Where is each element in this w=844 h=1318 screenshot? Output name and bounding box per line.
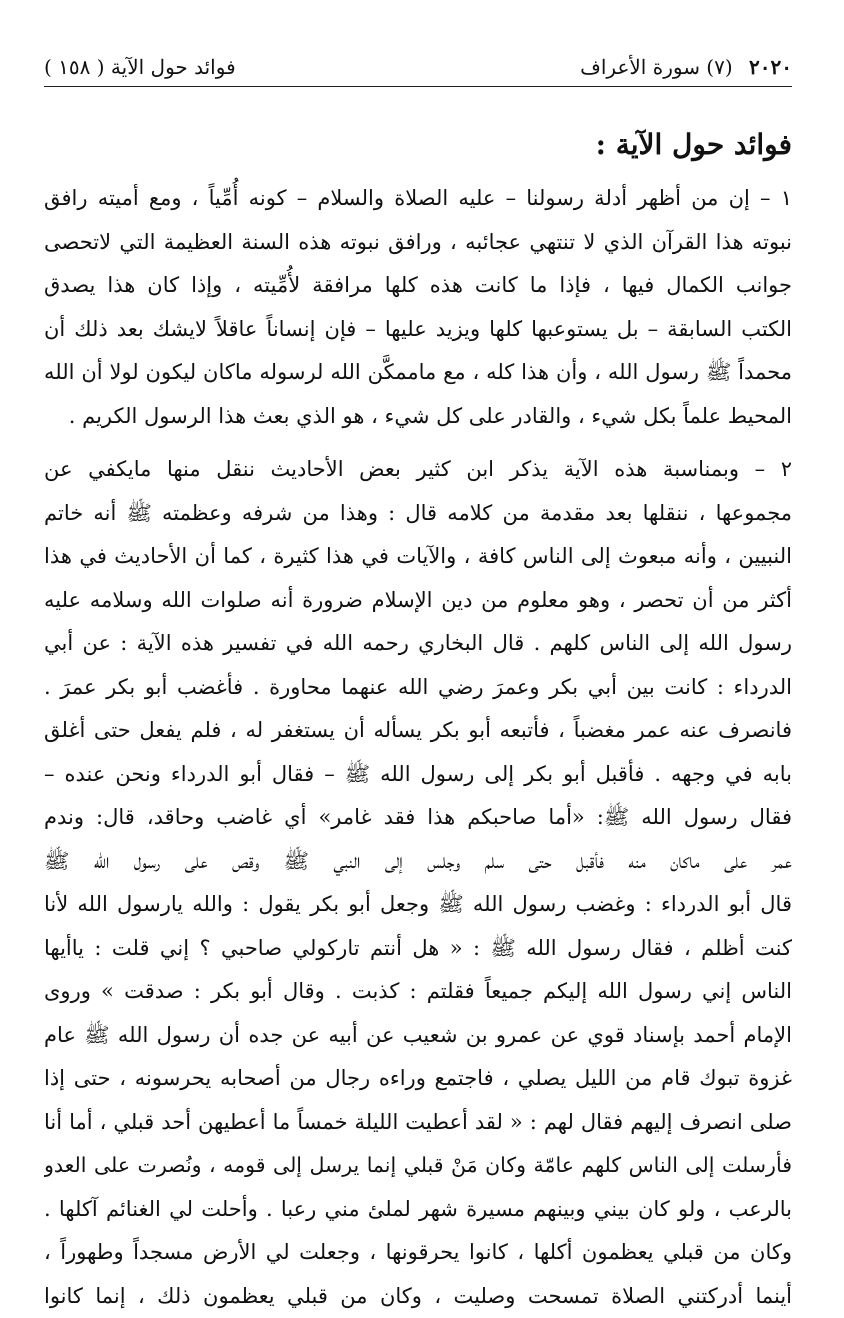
text-line: نبوته هذا القرآن الذي لا تنتهي عجائبه ، ورافق نبوته هذه السنة العظيمة التي لاتحصى <box>44 221 792 265</box>
text-line: الناس إني رسول الله إليكم جميعاً فقلتم : كذبت . وقال أبو بكر : صدقت » وروى <box>44 970 792 1014</box>
text-line: فأرسلت إلى الناس كلهم عامّة وكان مَنْ قبلي إنما يرسل إلى قومه ، ونُصرت على العدو <box>44 1144 792 1188</box>
section-title: فوائد حول الآية : <box>44 127 792 163</box>
text-line: رسول الله إلى الناس كلهم . قال البخاري رحمه الله في تفسير هذه الآية : عن أبي <box>44 622 792 666</box>
text-line: أينما أدركتني الصلاة تمسحت وصليت ، وكان من قبلي يعظمون ذلك ، إنما كانوا <box>44 1275 792 1318</box>
text-line: غزوة تبوك قام من الليل يصلي ، فاجتمع وراءه رجال من أصحابه يحرسونه ، حتى إذا <box>44 1057 792 1101</box>
text-line: فقال رسول الله ﷺ: «أما صاحبكم هذا فقد غامر» أي غاضب وحاقد، قال: وندم <box>44 796 792 840</box>
text-line: جوانب الكمال فيها ، فإذا ما كانت هذه كلها مرافقة لأُمِّيته ، وإذا كان هذا يصدق <box>44 264 792 308</box>
text-line: الدرداء : كانت بين أبي بكر وعمرَ رضي الله عنهما محاورة . فأغضب أبو بكر عمرَ . <box>44 666 792 710</box>
text-line: فانصرف عنه عمر مغضباً ، فأتبعه أبو بكر يسأله أن يستغفر له ، فلم يفعل حتى أغلق <box>44 709 792 753</box>
text-line: كنت أظلم ، فقال رسول الله ﷺ : « هل أنتم تاركولي صاحبي ؟ إني قلت : ياأيها <box>44 927 792 971</box>
paragraph-2 <box>44 448 792 1318</box>
text-line: الإمام أحمد بإسناد قوي عن عمرو بن شعيب عن أبيه عن جده أن رسول الله ﷺ عام <box>44 1014 792 1058</box>
text-line: وكان من قبلي يعظمون أكلها ، كانوا يحرقونها ، وجعلت لي الأرض مسجداً وطهوراً ، <box>44 1231 792 1275</box>
text-line: بابه في وجهه . فأقبل أبو بكر إلى رسول الله ﷺ – فقال أبو الدرداء ونحن عنده – <box>44 753 792 797</box>
text-line: المحيط علماً بكل شيء ، والقادر على كل شيء ، هو الذي بعث هذا الرسول الكريم . <box>44 395 792 439</box>
text-line: النبيين ، وأنه مبعوث إلى الناس كافة ، والآيات في هذا كثيرة ، كما أن الأحاديث في هذا <box>44 535 792 579</box>
header-right <box>580 54 792 80</box>
text-line: محمداً ﷺ رسول الله ، وأن هذا كله ، مع ماممكَّن الله لرسوله ماكان ليكون لولا أن الله <box>44 351 792 395</box>
surah-label: (٧) سورة الأعراف <box>580 55 733 79</box>
text-line: ١ – إن من أظهر أدلة رسولنا – عليه الصلاة والسلام – كونه أُمِّياً ، ومع أميته رافق <box>44 177 792 221</box>
text-line: أكثر من أن تحصر ، وهو معلوم من دين الإسلام ضرورة أنه صلوات الله وسلامه عليه <box>44 579 792 623</box>
paragraph-1 <box>44 177 792 438</box>
text-line: قال أبو الدرداء : وغضب رسول الله ﷺ وجعل أبو بكر يقول : والله يارسول الله لأنا <box>44 883 792 927</box>
text-line: الكتب السابقة – بل يستوعبها كلها ويزيد عليها – فإن إنساناً عاقلاً لايشك بعد ذلك أن <box>44 308 792 352</box>
text-line: عمر على ماكان منه فأقبل حتى سلم وجلس إلى النبي ﷺ وقص على رسول الله ﷺ <box>44 840 792 884</box>
text-line: مجموعها ، ننقلها بعد مقدمة من كلامه قال : وهذا من شرفه وعظمته ﷺ أنه خاتم <box>44 492 792 536</box>
topic-label: فوائد حول الآية ( ١٥٨ ) <box>44 54 236 80</box>
text-line: صلى انصرف إليهم فقال لهم : « لقد أعطيت الليلة خمساً ما أعطيهن أحد قبلي ، أما أنا <box>44 1101 792 1145</box>
text-line: بالرعب ، ولو كان بيني وبينهم مسيرة شهر لملئ مني رعبا . وأحلت لي الغنائم آكلها . <box>44 1188 792 1232</box>
page-number: ٢٠٢٠ <box>749 55 792 79</box>
text-line: ٢ – وبمناسبة هذه الآية يذكر ابن كثير بعض الأحاديث ننقل منها مايكفي عن <box>44 448 792 492</box>
running-header <box>44 0 792 87</box>
